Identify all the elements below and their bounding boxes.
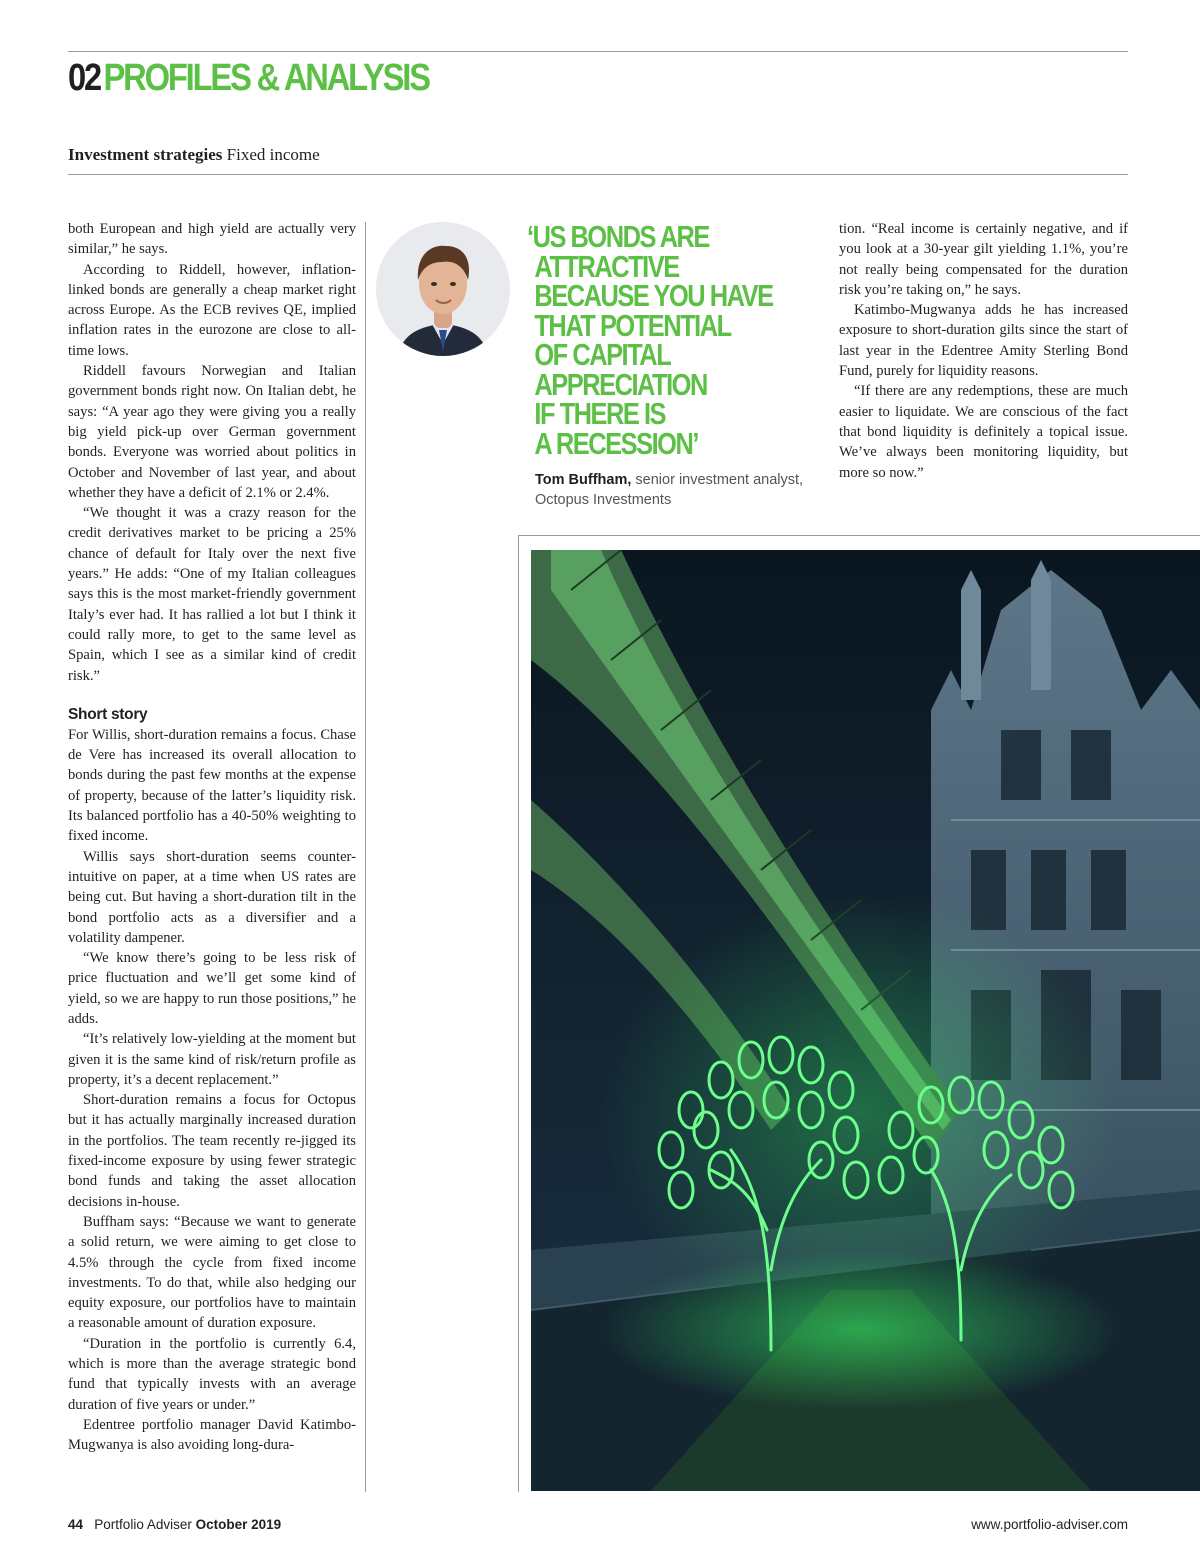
pull-quote-line: ATTRACTIVE [534,248,679,284]
body-paragraph: tion. “Real income is certainly negative, and if you look at a 30-year gilt yielding 1.1%, you’re not really being compensated for the duration risk you’re taking on,” he says. [839,221,1128,298]
body-paragraph: For Willis, short-duration remains a focus. Chase de Vere has increased its overall allocation to bonds during the past few months at the expense of property, because of the latter’s liquidity risk. Its balanced portfolio has a 40-50% weighting to fixed income. [68,726,356,845]
body-paragraph: Willis says short-duration seems counter-intuitive on paper, at a time when US rates are being cut. But having a short-duration tilt in the bond portfolio acts as a diversifier and a volatility dampener. [68,848,356,946]
section-number: 02 [68,57,101,99]
body-paragraph: “Duration in the portfolio is currently 6.4, which is more than the average strategic bond fund that typically invests with an average duration of five years or under.” [68,1335,356,1413]
portrait-illustration [376,222,510,356]
body-paragraph: Riddell favours Norwegian and Italian government bonds right now. On Italian debt, he says: “A year ago they were giving you a really big yield pick-up over German government bonds. Everyone was worried about politics in October and November of last year, and about whether they have a deficit of 2.1% or 2.4%. [68,363,356,501]
body-paragraph: Short-duration remains a focus for Octopus but it has actually marginally increased duration in the portfolios. The team recently re-jigged its fixed-income exposure by using fewer strategic bond funds and taking the asset allocation decisions in-house. [68,1092,356,1210]
publication-name: Portfolio Adviser [94,1517,192,1532]
header-top-rule [68,51,1128,52]
pull-quote-attribution [535,470,820,510]
photo-top-rule [518,535,1200,536]
body-paragraph: Buffham says: “Because we want to generate a solid return, we were aiming to get close to 4.5% through the cycle from fixed income investments. To do that, while also hedging our equity exposure, our portfolios have to maintain a reasonable amount of duration exposure. [68,1213,356,1332]
article-column-1 [68,219,356,1456]
body-paragraph: “We know there’s going to be less risk of price fluctuation and we’ll get some kind of yield, so we are happy to run those positions,” he adds. [68,950,356,1027]
column-divider-left [365,222,366,1492]
column-divider-right [518,535,519,1492]
pull-quote-line: ‘US BONDS ARE [527,219,709,254]
portrait-avatar [376,222,510,356]
pull-quote [527,219,773,461]
kicker-rule [68,174,1128,175]
pull-quote-line: IF THERE IS [534,396,666,431]
website-link[interactable]: www.portfolio-adviser.com [971,1517,1128,1532]
article-column-3 [839,219,1128,483]
section-header [68,56,429,100]
section-title: PROFILES & ANALYSIS [103,57,429,99]
tower-bridge-artwork [531,550,1200,1491]
tower-bridge-illustration [531,550,1200,1491]
kicker [68,144,320,166]
issue-date: October 2019 [195,1517,282,1532]
attribution-name: Tom Buffham, [535,472,632,488]
body-paragraph: “If there are any redemptions, these are much easier to liquidate. We are conscious of the fact that bond liquidity is definitely a topical issue. We’ve always been monitoring liquidity, but more so now.” [839,383,1128,481]
pull-quote-line: APPRECIATION [534,366,707,402]
kicker-category: Investment strategies [68,145,223,164]
page-number: 44 [68,1517,84,1532]
attribution-role: senior investment analyst, Octopus Investments [535,472,804,508]
body-paragraph: “We thought it was a crazy reason for the credit derivatives market to be pricing a 25% chance of default for Italy over the next five years.” He adds: “One of my Italian colleagues says this is the most market-friendly government Italy’s ever had. It has rallied a lot but I think it could rally more, to get to the same level as Spain, which I see as a similar kind of credit risk.” [68,505,356,684]
body-paragraph: According to Riddell, however, inflation-linked bonds are generally a cheap market right across Europe. As the ECB revives QE, implied inflation rates in the eurozone are close to all-time lows. [68,261,356,359]
body-paragraph: Edentree portfolio manager David Katimbo-Mugwanya is also avoiding long-dura- [68,1416,356,1454]
kicker-topic: Fixed income [222,145,320,164]
footer-left [68,1516,281,1534]
body-paragraph: both European and high yield are actually very similar,” he says. [68,221,356,258]
body-paragraph: “It’s relatively low-yielding at the moment but given it is the same kind of risk/return profile as property, it’s a decent replacement.” [68,1031,356,1088]
footer-website[interactable] [971,1516,1128,1534]
pull-quote-line: OF CAPITAL [534,337,671,372]
pull-quote-line: THAT POTENTIAL [534,307,731,343]
pull-quote-line: A RECESSION’ [534,425,698,461]
body-paragraph: Katimbo-Mugwanya adds he has increased exposure to short-duration gilts since the start of last year in the Edentree Amity Sterling Bond Fund, purely for liquidity reasons. [839,302,1128,380]
subheading: Short story [68,705,148,723]
pull-quote-line: BECAUSE YOU HAVE [534,278,773,313]
